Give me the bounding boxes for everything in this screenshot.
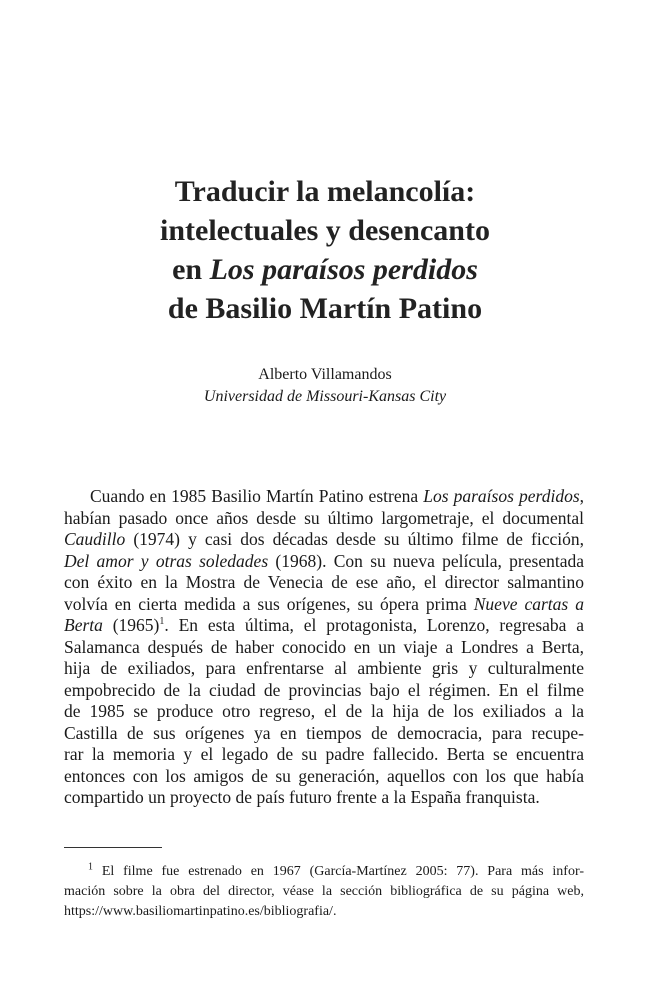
body-line: Castilla de sus orígenes ya en tiempos de democracia, para recupe-: [64, 722, 584, 743]
body-italic-span: Del amor y otras soledades: [64, 550, 269, 571]
body-italic-span: Berta: [64, 615, 103, 635]
article-title: [0, 172, 650, 328]
body-text-span: (1968). Con su nueva película, presentada: [268, 550, 584, 571]
body-line: [64, 529, 584, 551]
author-name: Alberto Villamandos: [258, 366, 392, 383]
body-line: rar la memoria y el legado de su padre fallecido. Berta se encuentra: [64, 744, 584, 764]
footnote-text-span: El filme fue estrenado en 1967 (García-Martínez 2005: 77). Para más infor-: [93, 864, 584, 879]
body-line: empobrecido de la ciudad de provincias bajo el régimen. En el filme: [64, 679, 584, 700]
body-line: hija de exiliados, para enfrentarse al ambiente gris y culturalmente: [64, 658, 584, 678]
title-line-4: de Basilio Martín Patino: [167, 292, 483, 325]
body-line: compartido un proyecto de país futuro frente a la España franquista.: [64, 787, 540, 807]
footnote-reference[interactable]: 1: [159, 616, 165, 628]
body-text-span: Cuando en 1985 Basilio Martín Patino estrena: [90, 486, 424, 506]
footnote-divider: [64, 847, 162, 848]
footnote-line: mación sobre la obra del director, véase la sección bibliográfica de su página web,: [64, 884, 584, 899]
body-line: Salamanca después de haber conocido en un viaje a Londres a Berta,: [64, 636, 584, 657]
film-title-italic: Los paraísos perdidos: [209, 253, 478, 286]
footnote: [64, 862, 584, 922]
body-italic-span: Nueve cartas a: [473, 593, 584, 614]
body-line: [64, 615, 584, 637]
body-line: [64, 551, 584, 573]
author-affiliation: Universidad de Missouri-Kansas City: [203, 388, 447, 405]
body-text-span: (1974) y casi dos décadas desde su último filme de ficción,: [125, 529, 584, 549]
title-line-2: intelectuales y desencanto: [160, 214, 490, 247]
title-line-3: [0, 250, 650, 289]
body-text-span: (1965): [102, 615, 160, 635]
body-text-span: volvía en cierta medida a sus orígenes, su ópera prima: [64, 593, 474, 614]
body-line: con éxito en la Mostra de Venecia de ese año, el director salmantino: [64, 572, 584, 592]
footnote-url-link[interactable]: https://www.basiliomartinpatino.es/bibliografia/.: [64, 904, 337, 919]
title-line-1: Traducir la melancolía:: [174, 175, 476, 208]
body-line: entonces con los amigos de su generación, aquellos con los que había: [64, 765, 584, 786]
body-line: de 1985 se produce otro regreso, el de la hija de los exiliados a la: [64, 701, 584, 721]
body-text-span: . En esta última, el protagonista, Lorenzo, regresaba a: [164, 615, 585, 635]
footnote-marker: 1: [88, 861, 93, 873]
body-text-span: ,: [579, 486, 584, 506]
body-line: habían pasado once años desde su último largometraje, el documental: [64, 507, 584, 528]
footnote-line: [64, 862, 584, 882]
body-italic-span: Caudillo: [64, 529, 126, 549]
body-paragraph: [64, 486, 584, 809]
body-line: [64, 486, 584, 508]
title-line-3-prefix: en: [172, 253, 210, 286]
body-italic-span: Los paraísos perdidos: [423, 486, 580, 506]
body-line: [64, 594, 584, 616]
